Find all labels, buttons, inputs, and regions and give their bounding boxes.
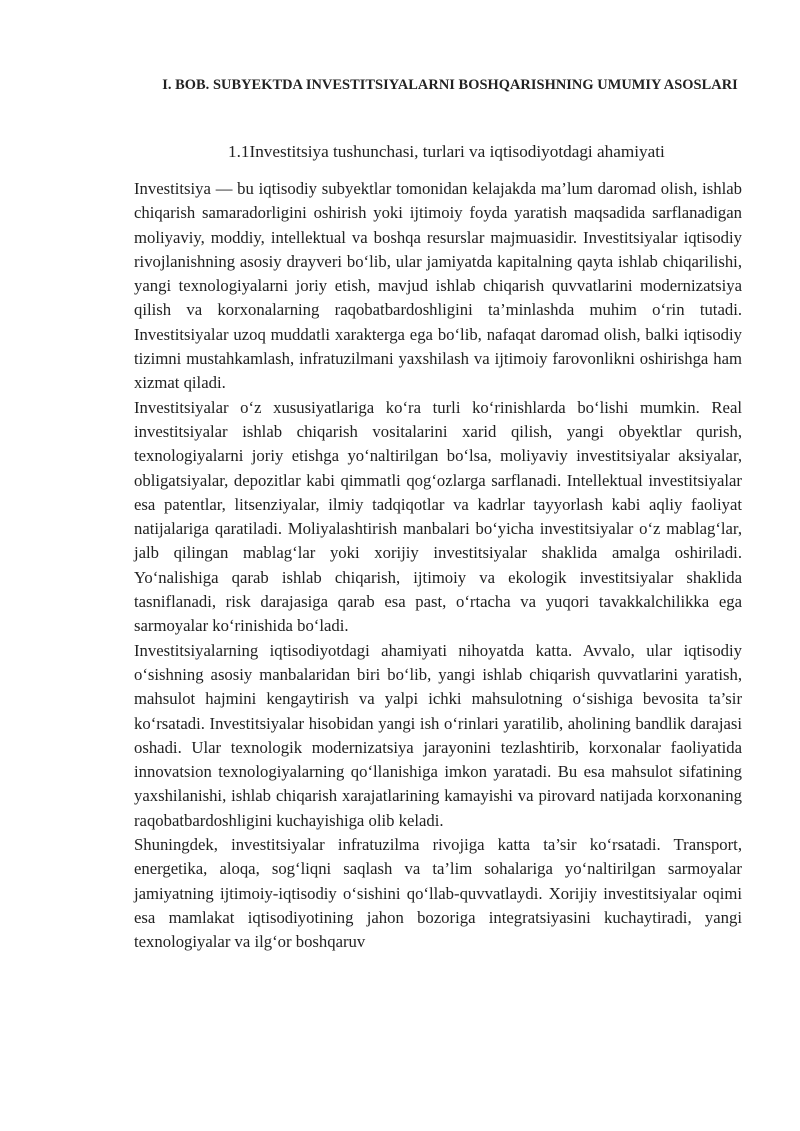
body-text — [134, 177, 742, 955]
paragraph-importance: Investitsiyalarning iqtisodiyotdagi ahamiyati nihoyatda katta. Avvalo, ular iqtisodiy o‘sishning asosiy manbalaridan biri bo‘lib, yangi ishlab chiqarish quvvatlarini yaratish, mahsulot hajmini kengaytirish va yalpi ichki mahsulotning o‘sishiga bevosita ta’sir ko‘rsatadi. Investitsiyalar hisobidan yangi ish o‘rinlari yaratilib, aholining bandlik darajasi oshadi. Ular texnologik modernizatsiya jarayonini tezlashtirib, korxonalar faoliyatida innovatsion texnologiyalarning qo‘llanishiga imkon yaratadi. Bu esa mahsulot sifatining yaxshilanishi, ishlab chiqarish xarajatlarining kamayishi va pirovard natijada korxonaning raqobatbardoshligini kuchayishiga olib keladi. — [134, 640, 742, 830]
section-title: 1.1Investitsiya tushunchasi, turlari va iqtisodiyotdagi ahamiyati — [228, 142, 665, 161]
paragraph-definition: Investitsiya — bu iqtisodiy subyektlar tomonidan kelajakda ma’lum daromad olish, ishlab chiqarish samaradorligini oshirish yoki ijtimoiy foyda yaratish maqsadida sarflanadigan moliyaviy, moddiy, intellektual va boshqa resurslar majmuasidir. Investitsiyalar iqtisodiy rivojlanishning asosiy drayveri bo‘lib, ular jamiyatda kapitalning qayta ishlab chiqarilishi, yangi texnologiyalarni joriy etish, mavjud ishlab chiqarish quvvatlarini modernizatsiya qilish va korxonalarning raqobatbardoshligini ta’minlashda muhim o‘rin tutadi. Investitsiyalar uzoq muddatli xarakterga ega bo‘lib, nafaqat daromad olish, balki iqtisodiy tizimni mustahkamlash, infratuzilmani yaxshilash va ijtimoiy farovonlikni oshirishga ham xizmat qiladi. — [134, 179, 742, 393]
chapter-title: I. BOB. SUBYEKTDA INVESTITSIYALARNI BOSHQARISHNING UMUMIY ASOSLARI — [162, 77, 738, 93]
paragraph-infrastructure: Shuningdek, investitsiyalar infratuzilma rivojiga katta ta’sir ko‘rsatadi. Transport, energetika, aloqa, sog‘liqni saqlash va ta’lim sohalariga yo‘naltirilgan sarmoyalar jamiyatning ijtimoiy-iqtisodiy o‘sishini qo‘llab-quvvatlaydi. Xorijiy investitsiyalar oqimi esa mamlakat iqtisodiyotining jahon bozoriga integratsiyasini kuchaytiradi, yangi texnologiyalar va ilg‘or boshqaruv — [134, 835, 742, 952]
paragraph-types: Investitsiyalar o‘z xususiyatlariga ko‘ra turli ko‘rinishlarda bo‘lishi mumkin. Real investitsiyalar ishlab chiqarish vositalarini xarid qilish, yangi obyektlar qurish, texnologiyalarni joriy etishga yo‘naltirilgan bo‘lsa, moliyaviy investitsiyalar aksiyalar, obligatsiyalar, depozitlar kabi qimmatli qog‘ozlarga sarflanadi. Intellektual investitsiyalar esa patentlar, litsenziyalar, ilmiy tadqiqotlar va kadrlar tayyorlash kabi aqliy faoliyat natijalariga qaratiladi. Moliyalashtirish manbalari bo‘yicha investitsiyalar o‘z mablag‘lar, jalb qilingan mablag‘lar yoki xorijiy investitsiyalar shaklida amalga oshiriladi. Yo‘nalishiga qarab ishlab chiqarish, ijtimoiy va ekologik investitsiyalar shaklida tasniflanadi, risk darajasiga qarab esa past, o‘rtacha va yuqori tavakkalchilikka ega sarmoyalar ko‘rinishida bo‘ladi. — [134, 397, 742, 636]
